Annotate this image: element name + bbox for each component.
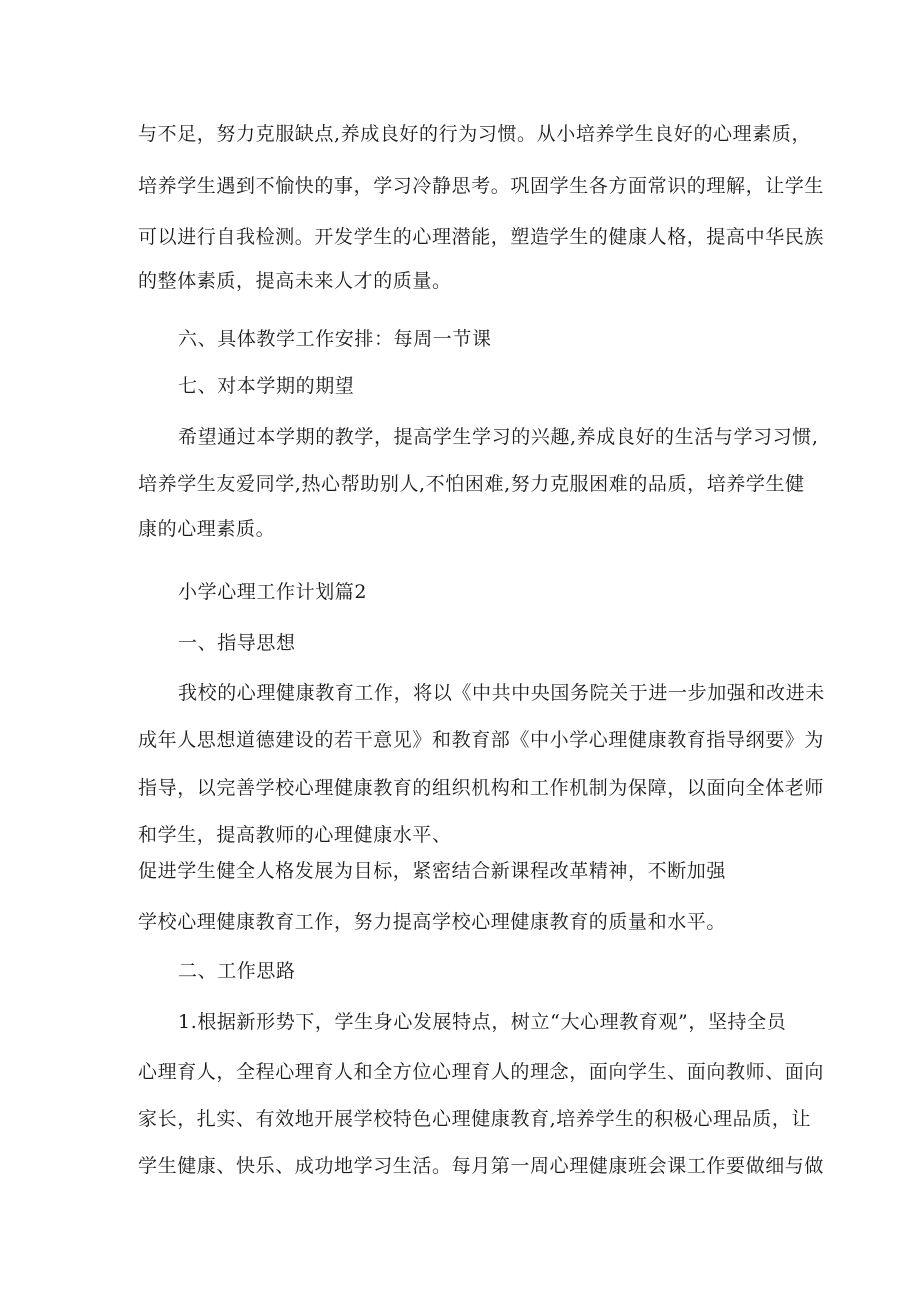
paragraph-line: 家长，扎实、有效地开展学校特色心理健康教育,培养学生的积极心理品质，让 bbox=[138, 1108, 812, 1130]
paragraph-line: 我校的心理健康教育工作，将以《中共中央国务院关于进一步加强和改进未 bbox=[178, 682, 825, 704]
paragraph-line: 指导，以完善学校心理健康教育的组织机构和工作机制为保障，以面向全体老师 bbox=[138, 777, 825, 799]
paragraph-line: 成年人思想道德建设的若干意见》和教育部《中小学心理健康教育指导纲要》为 bbox=[138, 729, 825, 751]
paragraph-line: 促进学生健全人格发展为目标，紧密结合新课程改革精神，不断加强 bbox=[138, 860, 727, 882]
paragraph-line: 学生健康、快乐、成功地学习生活。每月第一周心理健康班会课工作要做细与做 bbox=[138, 1155, 825, 1177]
paragraph-line: 学校心理健康教育工作，努力提高学校心理健康教育的质量和水平。 bbox=[138, 911, 727, 933]
paragraph-line: 培养学生遇到不愉快的事，学习冷静思考。巩固学生各方面常识的理解，让学生 bbox=[138, 175, 825, 197]
paragraph-line: 可以进行自我检测。开发学生的心理潜能，塑造学生的健康人格，提高中华民族 bbox=[138, 226, 825, 248]
article-title: 小学心理工作计划篇2 bbox=[178, 581, 368, 603]
paragraph-line: 希望通过本学期的教学，提高学生学习的兴趣,养成良好的生活与学习习惯, bbox=[178, 426, 819, 448]
paragraph-line: 与不足，努力克服缺点,养成良好的行为习惯。从小培养学生良好的心理素质， bbox=[138, 123, 812, 145]
paragraph-line: 康的心理素质。 bbox=[138, 518, 276, 540]
paragraph-line: 1.根据新形势下，学生身心发展特点，树立“大心理教育观”，坚持全员 bbox=[178, 1011, 787, 1033]
paragraph-line: 培养学生友爱同学,热心帮助别人,不怕困难,努力克服困难的品质，培养学生健 bbox=[138, 473, 805, 495]
paragraph-line: 心理育人，全程心理育人和全方位心理育人的理念，面向学生、面向教师、面向 bbox=[138, 1061, 825, 1083]
paragraph-line: 和学生，提高教师的心理健康水平、 bbox=[138, 824, 452, 846]
paragraph-line: 的整体素质，提高未来人才的质量。 bbox=[138, 270, 452, 292]
section-heading: 七、对本学期的期望 bbox=[178, 375, 355, 397]
section-heading: 二、工作思路 bbox=[178, 960, 296, 982]
section-heading: 六、具体教学工作安排：每周一节课 bbox=[178, 328, 492, 350]
section-heading: 一、指导思想 bbox=[178, 632, 296, 654]
